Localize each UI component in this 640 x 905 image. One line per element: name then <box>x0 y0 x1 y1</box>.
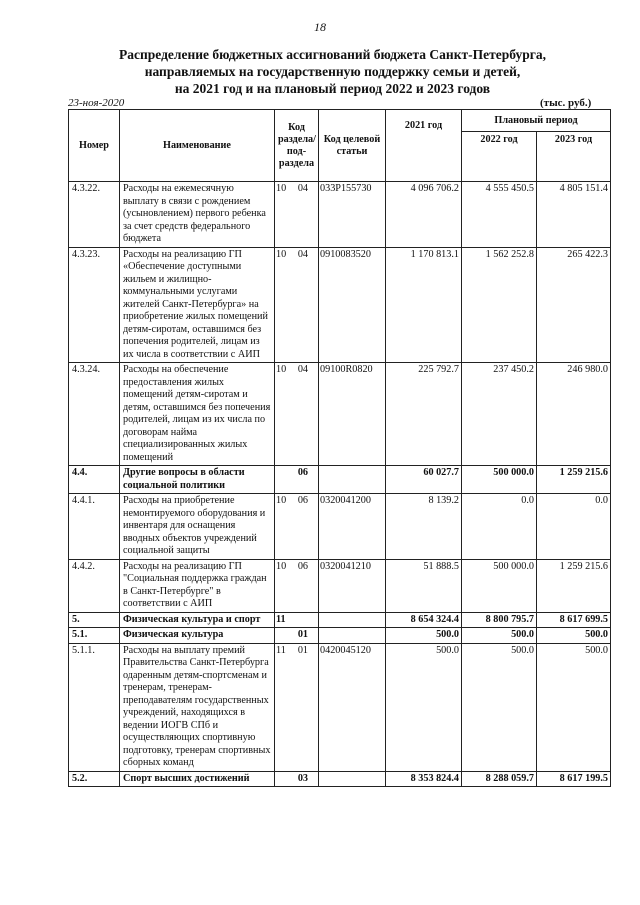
section-code: 11 <box>276 644 286 656</box>
section-code: 10 <box>276 248 287 260</box>
row-value-2021: 500.0 <box>386 628 462 644</box>
row-value-2022: 4 555 450.5 <box>462 182 537 248</box>
row-value-2023: 246 980.0 <box>537 363 611 466</box>
subsection-code: 01 <box>297 644 308 656</box>
row-target-code: 0320041210 <box>319 559 386 612</box>
row-value-2022: 500.0 <box>462 628 537 644</box>
title-line-2: направляемых на государственную поддержку семьи и детей, <box>144 64 521 79</box>
row-section-code <box>275 559 319 612</box>
subsection-code: 04 <box>297 248 308 260</box>
header-name: Наименование <box>120 110 275 182</box>
table-row <box>69 628 611 644</box>
subsection-code: 03 <box>297 772 308 784</box>
subsection-code: 06 <box>297 560 308 572</box>
row-number: 5.2. <box>69 771 120 787</box>
budget-table <box>68 109 611 787</box>
subsection-code: 06 <box>297 467 308 478</box>
document-title <box>60 46 605 97</box>
header-section-code: Код раздела/ под- раздела <box>275 110 319 182</box>
section-code: 10 <box>276 495 287 506</box>
row-value-2021: 8 139.2 <box>386 494 462 560</box>
row-number: 4.4.1. <box>69 494 120 560</box>
row-value-2023: 8 617 699.5 <box>537 612 611 628</box>
page-number: 18 <box>314 20 326 34</box>
row-target-code: 0420045120 <box>319 643 386 771</box>
header-2021: 2021 год <box>386 110 462 182</box>
row-target-code <box>319 466 386 494</box>
row-value-2023: 1 259 215.6 <box>537 559 611 612</box>
row-name: Другие вопросы в области социальной политики <box>120 466 275 494</box>
row-target-code: 09100R0820 <box>319 363 386 466</box>
row-number: 5. <box>69 612 120 628</box>
row-section-code <box>275 182 319 248</box>
row-value-2023: 4 805 151.4 <box>537 182 611 248</box>
row-target-code: 0910083520 <box>319 247 386 363</box>
row-value-2023: 0.0 <box>537 494 611 560</box>
row-name: Расходы на реализацию ГП «Обеспечение доступными жильем и жилищно-коммунальными услугами жителей Санкт-Петербурга» на приобретение жилых помещений детям-сиротам, оставшимся без попечения родителей, лицам из их числа в соответствии с АИП <box>120 247 275 363</box>
table-row <box>69 494 611 560</box>
row-section-code <box>275 466 319 494</box>
row-section-code <box>275 612 319 628</box>
row-name: Расходы на выплату премий Правительства Санкт-Петербурга одаренным детям-спортсменам и тренерам, тренерам-преподавателям государственных учреждений, находящихся в ведении ИОГВ СПб и осуществляющих спортивную подготовку, тренерам спортивных сборных команд <box>120 643 275 771</box>
table-row <box>69 559 611 612</box>
row-section-code <box>275 363 319 466</box>
table-row <box>69 771 611 787</box>
row-section-code <box>275 643 319 771</box>
table-row <box>69 247 611 363</box>
row-value-2021: 51 888.5 <box>386 559 462 612</box>
section-code: 10 <box>276 183 287 194</box>
row-number: 4.3.23. <box>69 247 120 363</box>
row-value-2023: 1 259 215.6 <box>537 466 611 494</box>
table-row <box>69 643 611 771</box>
subsection-code: 04 <box>297 183 308 194</box>
row-value-2021: 225 792.7 <box>386 363 462 466</box>
table-row <box>69 612 611 628</box>
row-value-2022: 500 000.0 <box>462 466 537 494</box>
row-name: Спорт высших достижений <box>120 771 275 787</box>
header-target-code: Код целевой статьи <box>319 110 386 182</box>
row-value-2022: 0.0 <box>462 494 537 560</box>
table-row <box>69 182 611 248</box>
header-2022: 2022 год <box>462 132 537 182</box>
row-section-code <box>275 628 319 644</box>
row-target-code <box>319 612 386 628</box>
row-target-code <box>319 771 386 787</box>
subsection-code: 06 <box>297 495 308 506</box>
row-value-2022: 1 562 252.8 <box>462 247 537 363</box>
section-code: 10 <box>276 364 287 375</box>
row-name: Физическая культура <box>120 628 275 644</box>
row-target-code: 033P155730 <box>319 182 386 248</box>
units-label: (тыс. руб.) <box>540 97 592 109</box>
document-date: 23-ноя-2020 <box>68 97 125 109</box>
row-number: 4.4. <box>69 466 120 494</box>
row-target-code <box>319 628 386 644</box>
row-section-code <box>275 247 319 363</box>
row-value-2023: 265 422.3 <box>537 247 611 363</box>
row-value-2022: 8 288 059.7 <box>462 771 537 787</box>
row-number: 5.1. <box>69 628 120 644</box>
row-value-2022: 8 800 795.7 <box>462 612 537 628</box>
row-number: 4.3.22. <box>69 182 120 248</box>
row-section-code <box>275 494 319 560</box>
row-value-2021: 60 027.7 <box>386 466 462 494</box>
row-name: Расходы на приобретение немонтируемого оборудования и инвентаря для оснащения вводных объектов учреждений социальной защиты <box>120 494 275 560</box>
row-value-2021: 8 353 824.4 <box>386 771 462 787</box>
row-name: Расходы на реализацию ГП "Социальная поддержка граждан в Санкт-Петербурге" в соответствии с АИП <box>120 559 275 612</box>
row-name: Расходы на ежемесячную выплату в связи с рождением (усыновлением) первого ребенка за счет средств федерального бюджета <box>120 182 275 248</box>
row-value-2022: 237 450.2 <box>462 363 537 466</box>
row-value-2022: 500 000.0 <box>462 559 537 612</box>
header-2023: 2023 год <box>537 132 611 182</box>
row-number: 4.3.24. <box>69 363 120 466</box>
row-target-code: 0320041200 <box>319 494 386 560</box>
subsection-code: 01 <box>297 629 308 640</box>
table-row <box>69 466 611 494</box>
row-value-2021: 500.0 <box>386 643 462 771</box>
section-code: 10 <box>276 560 287 572</box>
row-name: Физическая культура и спорт <box>120 612 275 628</box>
row-value-2021: 4 096 706.2 <box>386 182 462 248</box>
row-section-code <box>275 771 319 787</box>
subsection-code: 04 <box>297 364 308 375</box>
title-line-3: на 2021 год и на плановый период 2022 и 2023 годов <box>174 81 491 96</box>
row-value-2023: 8 617 199.5 <box>537 771 611 787</box>
row-value-2022: 500.0 <box>462 643 537 771</box>
title-line-1: Распределение бюджетных ассигнований бюджета Санкт-Петербурга, <box>119 47 546 62</box>
row-value-2023: 500.0 <box>537 643 611 771</box>
row-value-2023: 500.0 <box>537 628 611 644</box>
table-row <box>69 363 611 466</box>
row-number: 4.4.2. <box>69 559 120 612</box>
header-planned-period: Плановый период <box>462 110 611 132</box>
row-value-2021: 8 654 324.4 <box>386 612 462 628</box>
row-number: 5.1.1. <box>69 643 120 771</box>
row-value-2021: 1 170 813.1 <box>386 247 462 363</box>
row-name: Расходы на обеспечение предоставления жилых помещений детям-сиротам и детям, оставшимся без попечения родителей, лицам из их числа по договорам найма специализированных жилых помещений <box>120 363 275 466</box>
section-code: 11 <box>276 613 286 625</box>
header-number: Номер <box>69 110 120 182</box>
